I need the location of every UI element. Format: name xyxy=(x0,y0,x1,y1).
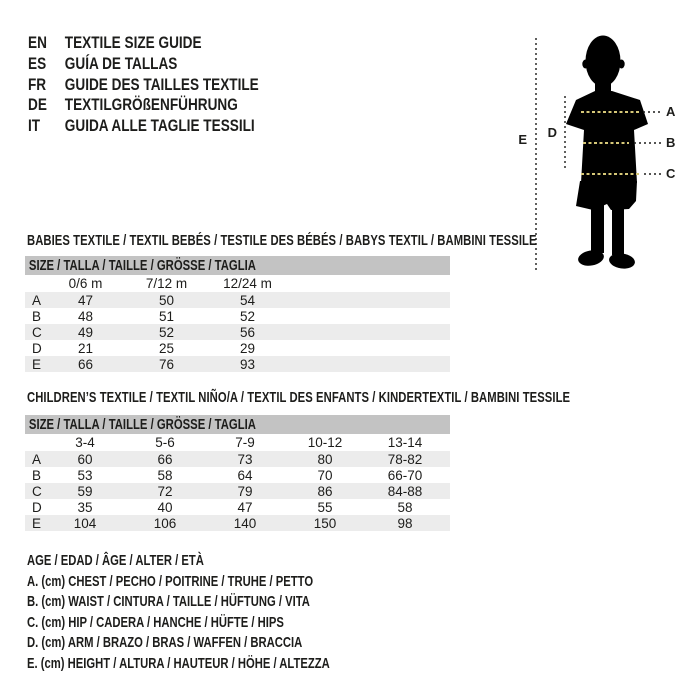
arm-label: D xyxy=(547,125,557,140)
column-header: 7-9 xyxy=(235,435,255,450)
table-cell: 140 xyxy=(233,515,257,531)
column-header: 0/6 m xyxy=(68,276,103,291)
table-row xyxy=(25,340,450,356)
legend-item-height: E. (cm) HEIGHT / ALTURA / HAUTEUR / HÖHE / ALTEZZA xyxy=(27,654,330,672)
lang-title: GUIDE DES TAILLES TEXTILE xyxy=(64,74,259,94)
table-cell: 59 xyxy=(77,483,93,499)
column-header: 5-6 xyxy=(155,435,175,450)
table-cell: 40 xyxy=(157,499,173,515)
children-size-table xyxy=(25,415,450,531)
language-title-list xyxy=(28,33,316,137)
waist-label: B xyxy=(666,135,676,150)
legend-item-waist: B. (cm) WAIST / CINTURA / TAILLE / HÜFTUNG / VITA xyxy=(27,593,310,611)
lang-row-en xyxy=(28,33,259,54)
legend-item-arm: D. (cm) ARM / BRAZO / BRAS / WAFFEN / BRACCIA xyxy=(27,634,303,652)
table-row xyxy=(25,356,450,372)
hip-label: C xyxy=(666,166,676,181)
lang-title: TEXTILE SIZE GUIDE xyxy=(64,33,202,52)
children-column-header-row xyxy=(25,434,450,451)
table-row xyxy=(25,324,450,340)
row-label: B xyxy=(32,467,42,483)
table-cell: 66-70 xyxy=(387,467,423,483)
table-cell: 60 xyxy=(77,451,93,467)
row-label: D xyxy=(32,340,42,356)
row-label: E xyxy=(32,356,42,372)
table-cell: 78-82 xyxy=(387,451,423,467)
table-cell: 79 xyxy=(237,483,253,499)
lang-row-fr xyxy=(28,75,259,96)
lang-code: ES xyxy=(28,53,47,73)
table-cell: 58 xyxy=(157,467,173,483)
table-cell: 54 xyxy=(239,292,256,308)
table-cell: 21 xyxy=(77,340,94,356)
table-cell: 48 xyxy=(77,308,94,324)
size-header-text: SIZE / TALLA / TAILLE / GRÖSSE / TAGLIA xyxy=(28,258,256,274)
lang-code: IT xyxy=(28,116,41,136)
babies-size-table xyxy=(25,256,450,372)
table-cell: 104 xyxy=(73,515,97,531)
row-label: C xyxy=(32,324,42,340)
child-silhouette-figure xyxy=(500,25,700,290)
table-cell: 76 xyxy=(158,356,175,372)
table-cell: 73 xyxy=(237,451,253,467)
lang-code: EN xyxy=(28,33,47,52)
table-cell: 25 xyxy=(158,340,175,356)
table-cell: 150 xyxy=(313,515,337,531)
row-label: B xyxy=(32,308,42,324)
table-cell: 52 xyxy=(158,324,175,340)
height-label: E xyxy=(518,132,527,147)
lang-row-es xyxy=(28,54,259,75)
babies-size-header-bar xyxy=(25,256,450,275)
lang-title: GUIDA ALLE TAGLIE TESSILI xyxy=(64,116,255,136)
lang-code: DE xyxy=(28,95,47,115)
table-cell: 47 xyxy=(237,499,253,515)
column-header: 7/12 m xyxy=(145,276,188,291)
table-row xyxy=(25,467,450,483)
measurement-legend xyxy=(27,551,431,675)
lang-title: GUÍA DE TALLAS xyxy=(64,53,178,73)
table-cell: 66 xyxy=(77,356,94,372)
table-cell: 47 xyxy=(77,292,94,308)
legend-item-hip: C. (cm) HIP / CADERA / HANCHE / HÜFTE / HIPS xyxy=(27,613,284,631)
lang-row-it xyxy=(28,116,259,137)
table-cell: 49 xyxy=(77,324,94,340)
chest-label: A xyxy=(666,104,676,119)
table-cell: 58 xyxy=(397,499,413,515)
table-cell: 29 xyxy=(239,340,256,356)
table-cell: 72 xyxy=(157,483,173,499)
row-label: A xyxy=(32,292,42,308)
arm-measure-D xyxy=(548,96,565,170)
lang-row-de xyxy=(28,95,259,116)
lang-code: FR xyxy=(28,74,47,94)
table-cell: 50 xyxy=(158,292,175,308)
row-label: C xyxy=(32,483,42,499)
babies-column-header-row xyxy=(25,275,450,292)
table-cell: 98 xyxy=(397,515,413,531)
table-cell: 64 xyxy=(237,467,253,483)
table-cell: 35 xyxy=(77,499,93,515)
column-header: 13-14 xyxy=(387,435,423,450)
table-cell: 55 xyxy=(317,499,333,515)
row-label: D xyxy=(32,499,42,515)
age-legend-line: AGE / EDAD / ÂGE / ALTER / ETÀ xyxy=(27,552,204,569)
table-cell: 53 xyxy=(77,467,93,483)
column-header: 12/24 m xyxy=(223,276,272,291)
lang-title: TEXTILGRÖßENFÜHRUNG xyxy=(64,95,238,115)
table-cell: 66 xyxy=(157,451,173,467)
table-cell: 51 xyxy=(158,308,175,324)
children-size-header-bar xyxy=(25,415,450,434)
column-header: 3-4 xyxy=(75,435,95,450)
size-header-text: SIZE / TALLA / TAILLE / GRÖSSE / TAGLIA xyxy=(28,417,256,433)
table-row xyxy=(25,308,450,324)
children-section-heading: CHILDREN’S TEXTILE / TEXTIL NIÑO/A / TEXTIL DES ENFANTS / KINDERTEXTIL / BAMBINI TESSILE xyxy=(27,389,571,406)
row-label: A xyxy=(32,451,42,467)
table-cell: 84-88 xyxy=(387,483,423,499)
table-cell: 106 xyxy=(153,515,177,531)
table-row xyxy=(25,292,450,308)
table-cell: 52 xyxy=(239,308,256,324)
table-row xyxy=(25,499,450,515)
babies-section-heading: BABIES TEXTILE / TEXTIL BEBÉS / TESTILE DES BÉBÉS / BABYS TEXTIL / BAMBINI TESSILE xyxy=(27,232,537,249)
column-header: 10-12 xyxy=(307,435,343,450)
table-cell: 80 xyxy=(317,451,333,467)
child-silhouette xyxy=(566,36,648,271)
table-cell: 70 xyxy=(317,467,333,483)
table-cell: 93 xyxy=(239,356,256,372)
table-row xyxy=(25,515,450,531)
table-cell: 86 xyxy=(317,483,333,499)
legend-item-chest: A. (cm) CHEST / PECHO / POITRINE / TRUHE / PETTO xyxy=(27,572,314,590)
row-label: E xyxy=(32,515,42,531)
table-row xyxy=(25,483,450,499)
table-row xyxy=(25,451,450,467)
table-cell: 56 xyxy=(239,324,256,340)
